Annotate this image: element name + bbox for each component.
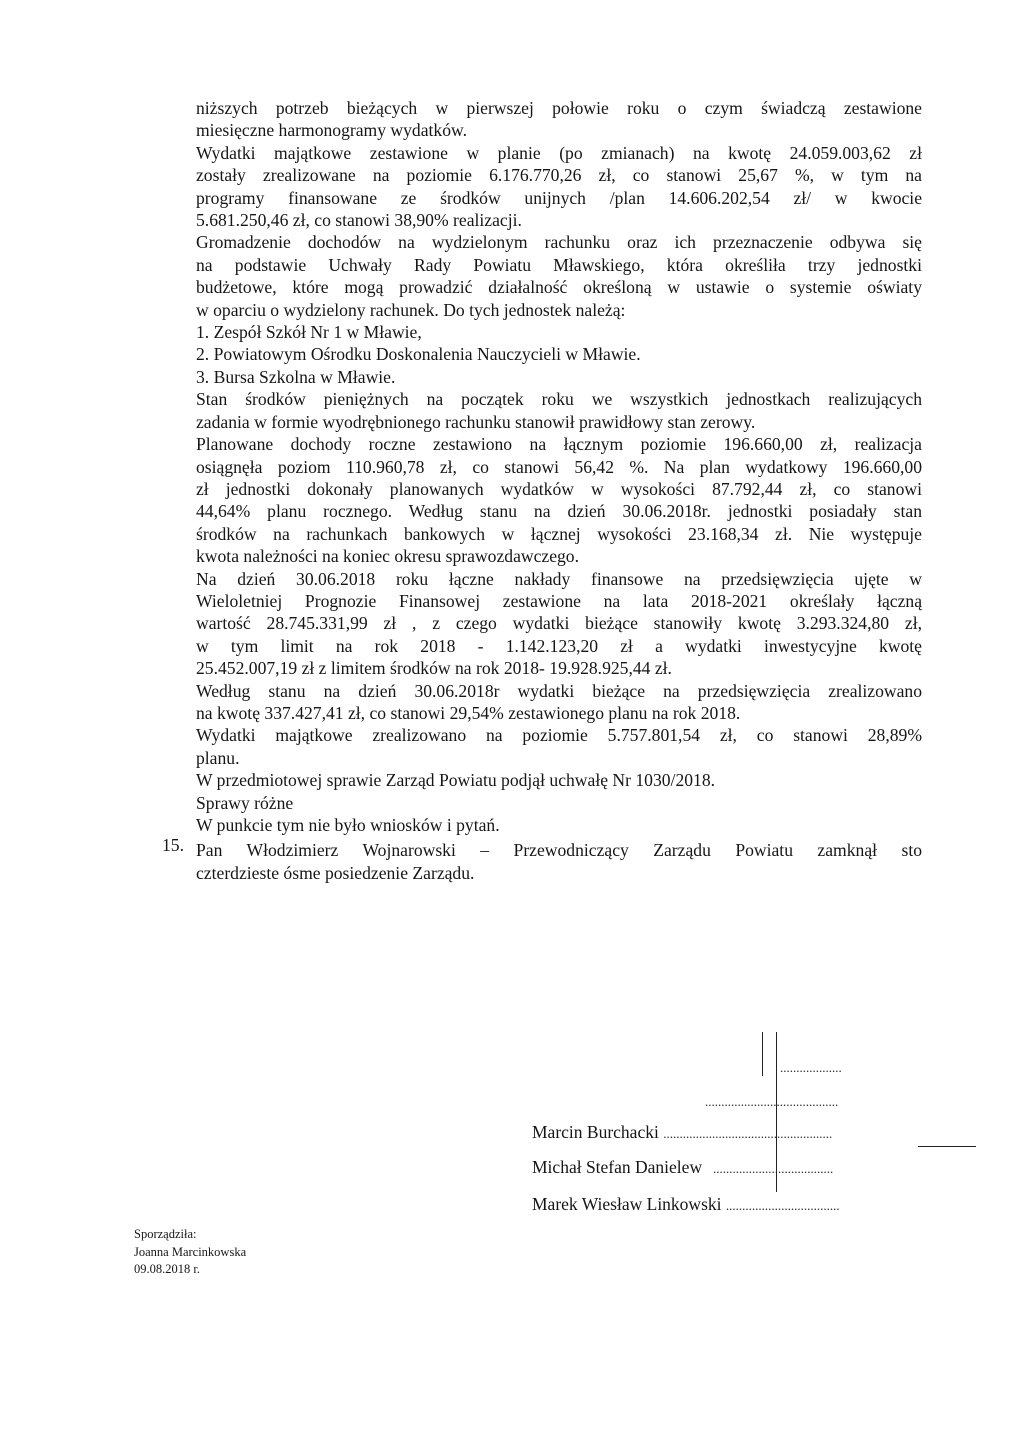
list-item: 2. Powiatowym Ośrodku Doskonalenia Nauczycieli w Mławie. [196, 344, 641, 365]
text-line: miesięczne harmonogramy wydatków. [196, 120, 467, 141]
text-line: kwota należności na koniec okresu sprawozdawczego. [196, 546, 579, 567]
prepared-by [134, 1226, 246, 1279]
text-line: Na dzień 30.06.2018 roku łączne nakłady finansowe na przedsięwzięcia ujęte w [196, 568, 922, 589]
text-line: Wydatki majątkowe zestawione w planie (po zmianach) na kwotę 24.059.003,62 zł [196, 142, 922, 163]
prepared-by-name: Joanna Marcinkowska [134, 1244, 247, 1259]
text-line: wartość 28.745.331,99 zł , z czego wydatki bieżące stanowiły kwotę 3.293.324,80 zł, [196, 613, 922, 634]
text-line: programy finansowane ze środków unijnych /plan 14.606.202,54 zł/ w kwocie [196, 187, 922, 208]
text-line: niższych potrzeb bieżących w pierwszej połowie roku o czym świadczą zestawione [196, 98, 922, 118]
document-body [196, 97, 922, 884]
text-line: zadania w formie wyodrębnionego rachunku stanowił prawidłowy stan zerowy. [196, 411, 756, 432]
signature-dots: ..................................... [706, 1161, 834, 1176]
text-line: planu. [196, 747, 240, 768]
signature-row [532, 1157, 833, 1178]
section-heading: Sprawy różne [196, 792, 294, 813]
signatory-name: Marek Wiesław Linkowski [532, 1194, 722, 1214]
text-line: W punkcie tym nie było wniosków i pytań. [196, 815, 500, 835]
text-line: osiągnęła poziom 110.960,78 zł, co stanowi 56,42 %. Na plan wydatkowy 196.660,00 [196, 456, 922, 477]
list-item: 1. Zespół Szkół Nr 1 w Mławie, [196, 322, 422, 343]
text-line: czterdzieste ósme posiedzenie Zarządu. [196, 862, 475, 883]
signature-dots: ................................... [725, 1198, 840, 1213]
prepared-by-date: 09.08.2018 r. [134, 1262, 200, 1276]
signature-stroke [762, 1032, 763, 1076]
signature-stroke [918, 1146, 976, 1147]
text-line: środków na rachunkach bankowych w łącznej wysokości 23.168,34 zł. Nie występuje [196, 523, 922, 544]
text-line: Stan środków pieniężnych na początek roku we wszystkich jednostkach realizujących [196, 389, 922, 410]
text-line: w oparciu o wydzielony rachunek. Do tych jednostek należą: [196, 299, 626, 320]
text-line: Pan Włodzimierz Wojnarowski – Przewodniczący Zarządu Powiatu zamknął sto [196, 840, 922, 861]
signature-dots: ................... [780, 1060, 842, 1075]
text-line: 25.452.007,19 zł z limitem środków na rok 2018- 19.928.925,44 zł. [196, 658, 672, 679]
section-number: 15. [162, 835, 184, 855]
text-line: W przedmiotowej sprawie Zarząd Powiatu podjął uchwałę Nr 1030/2018. [196, 770, 716, 791]
text-line: Według stanu na dzień 30.06.2018r wydatki bieżące na przedsięwzięcia zrealizowano [196, 680, 922, 701]
text-line: 5.681.250,46 zł, co stanowi 38,90% realizacji. [196, 210, 522, 231]
text-line: na kwotę 337.427,41 zł, co stanowi 29,54% zestawionego planu na rok 2018. [196, 702, 741, 723]
signature-dots: ......................................... [705, 1094, 839, 1109]
text-line: zł jednostki dokonały planowanych wydatków w wysokości 87.792,44 zł, co stanowi [196, 478, 922, 499]
text-line: Wydatki majątkowe zrealizowano na poziomie 5.757.801,54 zł, co stanowi 28,89% [196, 725, 922, 746]
signature-dots: .................................................... [663, 1126, 833, 1141]
text-line: na podstawie Uchwały Rady Powiatu Mławskiego, która określiła trzy jednostki [196, 254, 922, 275]
text-line: Planowane dochody roczne zestawiono na łącznym poziomie 196.660,00 zł, realizacja [196, 434, 922, 455]
text-line: budżetowe, które mogą prowadzić działalność określoną w ustawie o systemie oświaty [196, 277, 922, 298]
signatory-name: Michał Stefan Danielew [532, 1157, 703, 1177]
text-line: zostały zrealizowane na poziomie 6.176.770,26 zł, co stanowi 25,67 %, w tym na [196, 165, 922, 186]
text-line: Wieloletniej Prognozie Finansowej zestawione na lata 2018-2021 określały łączną [196, 590, 922, 611]
signature-row [532, 1122, 832, 1143]
signatory-name: Marcin Burchacki [532, 1122, 659, 1142]
text-line: 44,64% planu rocznego. Według stanu na dzień 30.06.2018r. jednostki posiadały stan [196, 501, 922, 522]
text-line: Gromadzenie dochodów na wydzielonym rachunku oraz ich przeznaczenie odbywa się [196, 232, 922, 253]
prepared-by-label: Sporządziła: [134, 1227, 197, 1241]
list-item: 3. Bursa Szkolna w Mławie. [196, 366, 396, 387]
signature-row [532, 1194, 840, 1215]
text-line: w tym limit na rok 2018 - 1.142.123,20 zł a wydatki inwestycyjne kwotę [196, 635, 922, 656]
